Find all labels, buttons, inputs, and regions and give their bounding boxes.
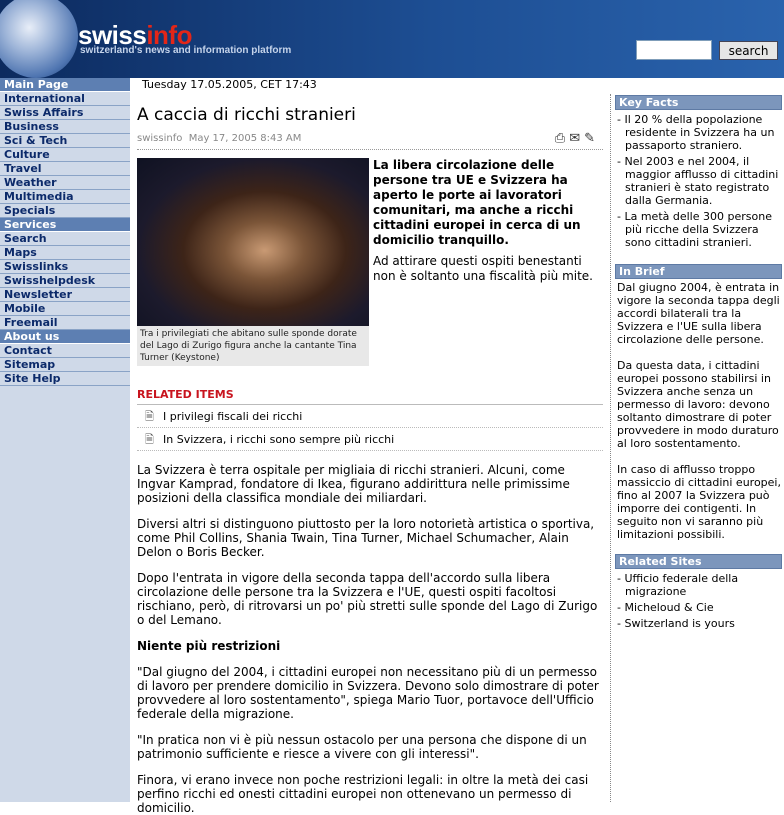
- sidebar-item-culture[interactable]: Culture: [0, 148, 130, 162]
- brief-paragraph: Da questa data, i cittadini europei possono stabilirsi in Svizzera anche senza un permesso di lavoro: devono soltanto dimostrare di poter provvedere in modo duraturo al loro sostentamento.: [617, 359, 779, 450]
- sidebar-item-swiss-affairs[interactable]: Swiss Affairs: [0, 106, 130, 120]
- paragraph: "Dal giugno del 2004, i cittadini europei non necessitano più di un permesso di lavoro per prendere domicilio in Svizzera. Devono solo dimostrare di poter provvedere al loro sostentamento", spiega Mario Tuor, portavoce dell'Ufficio federale della migrazione.: [137, 665, 599, 721]
- paragraph: Finora, vi erano invece non poche restrizioni legali: in oltre la metà dei casi perfino ricchi ed onesti cittadini europei non ottenevano un permesso di domicilio.: [137, 773, 589, 815]
- article-tools: [555, 132, 599, 146]
- photo-caption: Tra i privilegiati che abitano sulle sponde dorate del Lago di Zurigo figura anche la cantante Tina Turner (Keystone): [137, 326, 369, 366]
- subheading: Niente più restrizioni: [137, 639, 281, 653]
- column-divider: [610, 94, 611, 802]
- note-icon[interactable]: ✎: [584, 131, 599, 146]
- sidebar-item-swisslinks[interactable]: Swisslinks: [0, 260, 130, 274]
- site-header: [0, 0, 784, 78]
- sidebar-section-about: About us: [0, 330, 130, 344]
- key-fact: - Il 20 % della popolazione residente in Svizzera ha un passaporto straniero.: [617, 113, 775, 152]
- paragraph: La Svizzera è terra ospitale per migliaia di ricchi stranieri. Alcuni, come Ingvar Kamprad, fondatore di Ikea, figurano addirittura nelle primissime posizioni della classifica mondiale dei miliardari.: [137, 463, 570, 505]
- byline: [137, 132, 603, 150]
- article-source: swissinfo: [137, 133, 183, 144]
- sidebar-item-international[interactable]: International: [0, 92, 130, 106]
- sidebar-item-swisshelpdesk[interactable]: Swisshelpdesk: [0, 274, 130, 288]
- sidebar-section-main[interactable]: Main Page: [0, 78, 130, 92]
- article-title: A caccia di ricchi stranieri: [137, 105, 356, 125]
- globe-logo-icon: [0, 0, 78, 78]
- related-sites-title: Related Sites: [615, 554, 782, 569]
- site-tagline: switzerland's news and information platform: [80, 45, 292, 56]
- sidebar-item-sitemap[interactable]: Sitemap: [0, 358, 130, 372]
- site-logo[interactable]: swissinfo: [78, 20, 192, 50]
- lead-normal: Ad attirare questi ospiti benestanti non è soltanto una fiscalità più mite.: [373, 254, 593, 283]
- search-input[interactable]: [636, 40, 712, 60]
- paragraph: Diversi altri si distinguono piuttosto per la loro notorietà artistica o sportiva, come Phil Collins, Shania Twain, Tina Turner, Michael Schumacher, Alain Delon o Boris Becker.: [137, 517, 595, 559]
- key-fact: - La metà delle 300 persone più ricche della Svizzera sono cittadini stranieri.: [617, 210, 772, 249]
- sidebar-item-multimedia[interactable]: Multimedia: [0, 190, 130, 204]
- related-site-link[interactable]: - Micheloud & Cie: [617, 601, 714, 614]
- sidebar-item-business[interactable]: Business: [0, 120, 130, 134]
- sidebar-item-search[interactable]: Search: [0, 232, 130, 246]
- lead-text: [373, 158, 603, 284]
- in-brief: [615, 279, 782, 541]
- related-site-link[interactable]: - Switzerland is yours: [617, 617, 735, 630]
- sidebar-item-newsletter[interactable]: Newsletter: [0, 288, 130, 302]
- sidebar-item-freemail[interactable]: Freemail: [0, 316, 130, 330]
- sidebar-nav: [0, 78, 130, 802]
- sidebar-item-weather[interactable]: Weather: [0, 176, 130, 190]
- sidebar-item-travel[interactable]: Travel: [0, 162, 130, 176]
- article-body: [137, 463, 603, 815]
- article: [137, 105, 603, 815]
- sidebar-item-sci-tech[interactable]: Sci & Tech: [0, 134, 130, 148]
- brief-paragraph: In caso di afflusso troppo massiccio di cittadini europei, fino al 2007 la Svizzera può imporre dei contigenti. In seguito non vi saranno più limitazioni possibili.: [617, 463, 781, 541]
- right-column: [615, 95, 782, 630]
- sidebar-section-services: Services: [0, 218, 130, 232]
- sidebar-item-specials[interactable]: Specials: [0, 204, 130, 218]
- article-timestamp: May 17, 2005 8:43 AM: [188, 133, 302, 144]
- email-icon[interactable]: ✉: [569, 131, 585, 146]
- print-icon[interactable]: ⎙: [554, 131, 570, 146]
- related-items-title: RELATED ITEMS: [137, 388, 603, 405]
- search-button[interactable]: search: [719, 41, 778, 60]
- date-line: Tuesday 17.05.2005, CET 17:43: [142, 78, 317, 91]
- lead-bold: La libera circolazione delle persone tra UE e Svizzera ha aperto le porte ai lavoratori comunitari, ma anche a ricchi cittadini europei in cerca di un domicilio tranquillo.: [373, 158, 581, 247]
- key-facts-title: Key Facts: [615, 95, 782, 110]
- sidebar-item-maps[interactable]: Maps: [0, 246, 130, 260]
- related-site-link[interactable]: - Ufficio federale della migrazione: [617, 572, 739, 598]
- article-photo: [137, 158, 369, 326]
- document-icon: 🗎: [145, 433, 154, 446]
- brief-paragraph: Dal giugno 2004, è entrata in vigore la seconda tappa degli accordi bilaterali tra la Svizzera e l'UE sulla libera circolazione delle persone.: [617, 281, 780, 346]
- document-icon: 🗎: [145, 410, 154, 423]
- related-item[interactable]: 🗎 I privilegi fiscali dei ricchi: [137, 405, 603, 428]
- key-fact: - Nel 2003 e nel 2004, il maggior afflusso di cittadini stranieri è stato registrato dalla Germania.: [617, 155, 779, 207]
- paragraph: Dopo l'entrata in vigore della seconda tappa dell'accordo sulla libera circolazione delle persone tra la Svizzera e l'UE, questi ospiti facoltosi rischiano, però, di ritrovarsi un po' più stretti sulle sponde del Lago di Zurigo o del Lemano.: [137, 571, 598, 627]
- sidebar-item-mobile[interactable]: Mobile: [0, 302, 130, 316]
- lead-block: [137, 158, 603, 378]
- related-item[interactable]: 🗎 In Svizzera, i ricchi sono sempre più ricchi: [137, 428, 603, 451]
- sidebar-item-contact[interactable]: Contact: [0, 344, 130, 358]
- paragraph: "In pratica non vi è più nessun ostacolo per una persona che dispone di un patrimonio sufficiente e riesce a vivere con gli interessi".: [137, 733, 587, 761]
- sidebar-item-site-help[interactable]: Site Help: [0, 372, 130, 386]
- in-brief-title: In Brief: [615, 264, 782, 279]
